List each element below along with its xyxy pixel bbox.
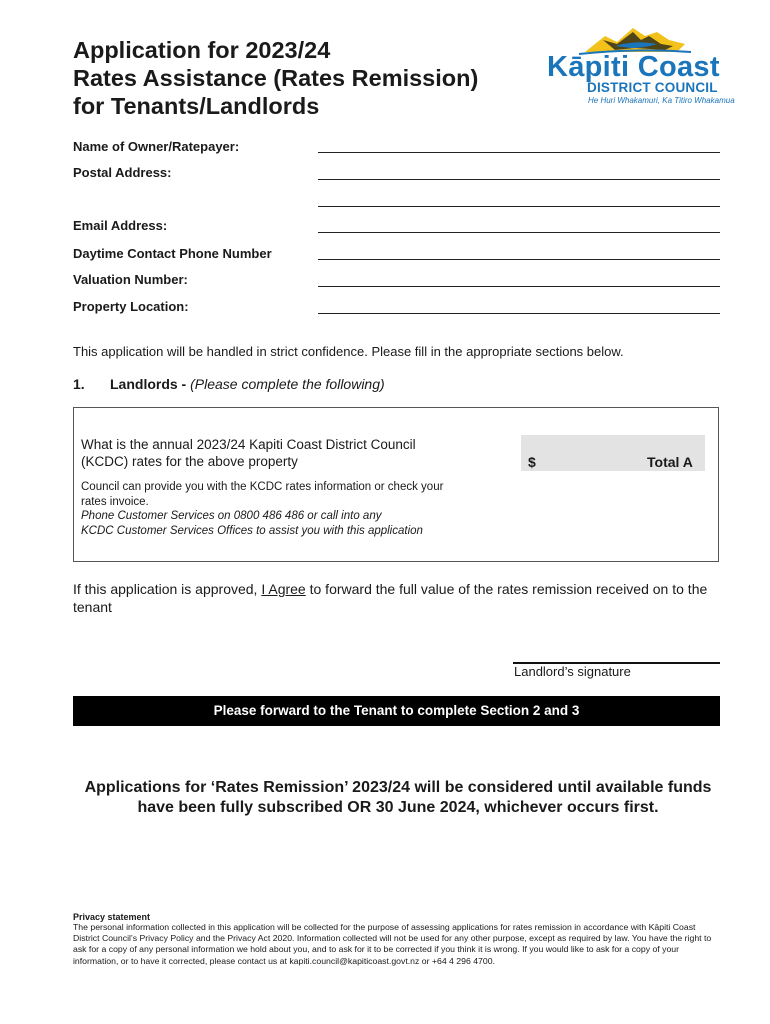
rates-question-line-1: What is the annual 2023/24 Kapiti Coast District Council — [81, 437, 416, 452]
property-location-input-line[interactable] — [318, 313, 720, 314]
currency-symbol: $ — [528, 454, 536, 470]
owner-name-label: Name of Owner/Ratepayer: — [73, 139, 240, 154]
total-a-label: Total A — [647, 454, 693, 470]
forward-to-tenant-banner: Please forward to the Tenant to complete Section 2 and 3 — [73, 696, 720, 726]
rates-help-text — [81, 480, 511, 538]
help-line-1: Council can provide you with the KCDC rates information or check your — [81, 481, 444, 493]
title-line-1: Application for 2023/24 — [73, 37, 331, 63]
property-location-label: Property Location: — [73, 299, 189, 314]
email-address-input-line[interactable] — [318, 232, 720, 233]
funding-notice: Applications for ‘Rates Remission’ 2023/24 will be considered until available funds have been fully subscribed OR 30 June 2024, whichever occurs first. — [84, 779, 712, 816]
privacy-statement-text: The personal information collected in this application will be collected for the purpose of assessing applications for rates remission in accordance with Kāpiti Coast District Council’s Privacy Policy and the Privacy Act 2020. Information collected will not be used for any other purpose, except as required by law. You have the right to ask for a copy of any personal information we hold about you, and to ask for it to be corrected if you think it is wrong. If you would like to ask for a copy of your information, or to have it corrected, please contact us at kapiti.council@kapiticoast.govt.nz or +64 4 296 4700. — [73, 922, 712, 966]
section-1-number: 1. — [73, 376, 85, 392]
rates-question — [81, 436, 501, 470]
logo-name: Kāpiti Coast — [547, 51, 720, 83]
section-1-subtitle: (Please complete the following) — [190, 376, 385, 392]
landlord-signature-label: Landlord’s signature — [514, 664, 631, 679]
help-line-3 — [81, 509, 511, 524]
postal-address-label: Postal Address: — [73, 165, 172, 180]
agreement-text — [73, 580, 723, 616]
valuation-number-label: Valuation Number: — [73, 272, 188, 287]
section-1-title — [110, 376, 385, 392]
intro-text: This application will be handled in strict confidence. Please fill in the appropriate sections below. — [73, 344, 624, 359]
help-line-4 — [81, 524, 511, 539]
email-address-label: Email Address: — [73, 218, 168, 233]
privacy-statement-title: Privacy statement — [73, 912, 151, 922]
phone-number-input-line[interactable] — [318, 259, 720, 260]
logo-tagline: He Huri Whakamuri, Ka Titiro Whakamua — [588, 96, 735, 105]
agreement-suffix: to forward the full value of the rates remission received on to the tenant — [73, 581, 708, 615]
title-line-3: for Tenants/Landlords — [73, 93, 320, 119]
rates-question-line-2: (KCDC) rates for the above property — [81, 454, 298, 469]
logo-subtitle: DISTRICT COUNCIL — [587, 80, 718, 95]
postal-address-input-line[interactable] — [318, 179, 720, 180]
help-line-2: rates invoice. — [81, 495, 149, 508]
agreement-emphasis: I Agree — [261, 581, 306, 597]
owner-name-input-line[interactable] — [318, 152, 720, 153]
title-line-2: Rates Assistance (Rates Remission) — [73, 65, 479, 91]
help-line-4-text: KCDC Customer Services Offices to assist you with this application — [81, 524, 423, 537]
valuation-number-input-line[interactable] — [318, 286, 720, 287]
help-line-3-text: Phone Customer Services on 0800 486 486 or call into any — [81, 510, 382, 522]
section-1-heading: Landlords - — [110, 376, 191, 392]
phone-number-label: Daytime Contact Phone Number — [73, 246, 272, 261]
postal-address-input-line-2[interactable] — [318, 206, 720, 207]
page-title — [73, 36, 478, 120]
agreement-prefix: If this application is approved, — [73, 581, 262, 597]
